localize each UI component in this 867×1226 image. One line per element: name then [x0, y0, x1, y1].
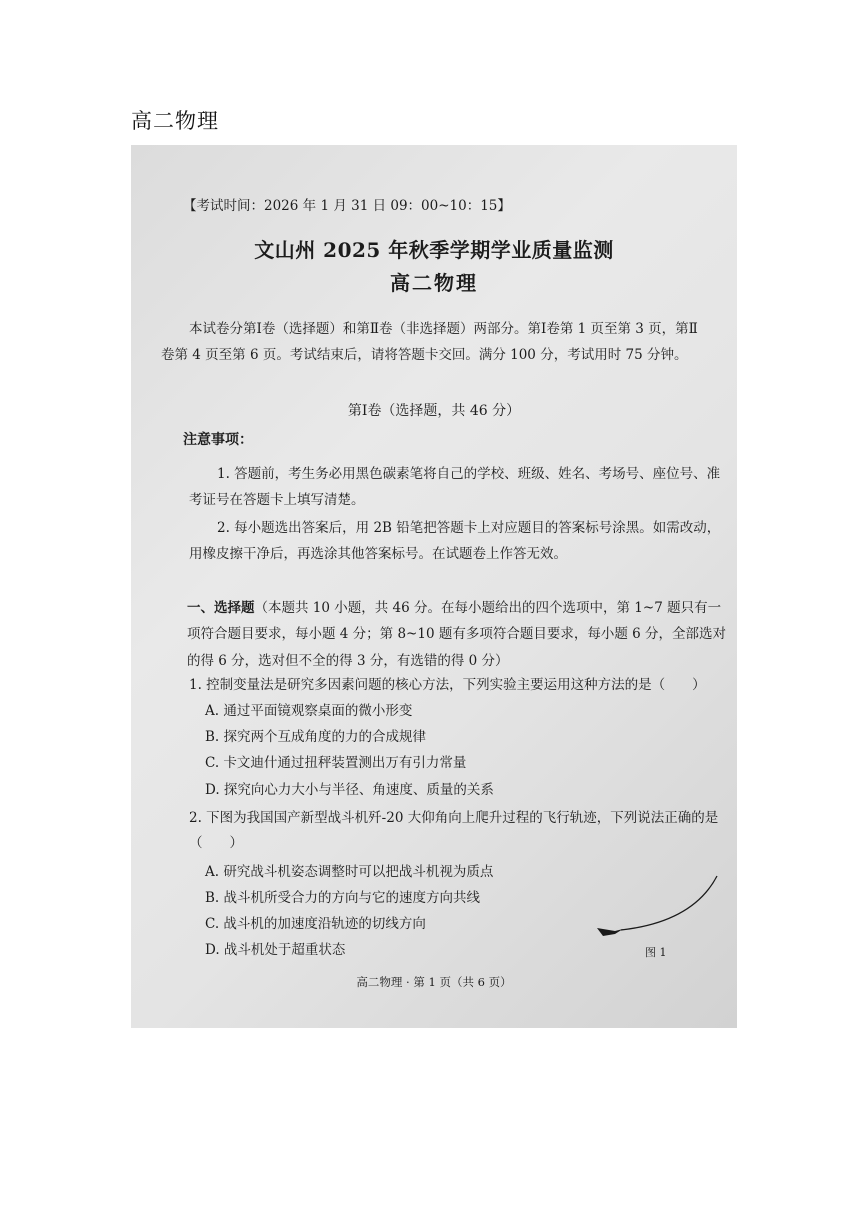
- choice-section-title: 一、选择题: [187, 600, 255, 616]
- bleed-through-text: [561, 207, 565, 222]
- question-1-stem: 1. 控制变量法是研究多因素问题的核心方法，下列实验主要运用这种方法的是（ ）: [189, 677, 706, 693]
- question-2-option-c: C. 战斗机的加速度沿轨迹的切线方向: [205, 916, 426, 932]
- exam-time: 【考试时间：2026 年 1 月 31 日 09：00~10：15】: [183, 198, 511, 214]
- question-1-option-a: A. 通过平面镜观察桌面的微小形变: [205, 703, 413, 719]
- fighter-trajectory-figure: [593, 872, 723, 942]
- choice-section-instructions: [187, 595, 733, 674]
- notice-item-2: 2. 每小题选出答案后，用 2B 铅笔把答题卡上对应题目的答案标号涂黑。如需改动，用橡皮擦干净后，再选涂其他答案标号。在试题卷上作答无效。: [189, 520, 721, 563]
- exam-paper-photo: [131, 145, 737, 1028]
- choice-section-rules: （本题共 10 小题，共 46 分。在每小题给出的四个选项中，第 1~7 题只有一项符合题目要求，每小题 4 分；第 8~10 题有多项符合题目要求，每小题 6 分，全部选对的得 6 分，选对但不全的得 3 分，有选错的得 0 分）: [187, 600, 727, 669]
- notice-item-1: 1. 答题前，考生务必用黑色碳素笔将自己的学校、班级、姓名、考场号、座位号、准考证号在答题卡上填写清楚。: [189, 466, 721, 509]
- question-2-answer-blank: （ ）: [189, 835, 243, 851]
- page-footer: 高二物理 · 第 1 页（共 6 页）: [356, 975, 512, 989]
- question-1-option-c: C. 卡文迪什通过扭秤装置测出万有引力常量: [205, 755, 467, 771]
- notice-heading: 注意事项：: [183, 432, 253, 448]
- question-1-option-d: D. 探究向心力大小与半径、角速度、质量的关系: [205, 782, 494, 798]
- exam-intro: 本试卷分第Ⅰ卷（选择题）和第Ⅱ卷（非选择题）两部分。第Ⅰ卷第 1 页至第 3 页，第Ⅱ卷第 4 页至第 6 页。考试结束后，请将答题卡交回。满分 100 分，考试用时 75 分钟。: [161, 321, 698, 363]
- exam-subject: 高二物理: [390, 271, 478, 295]
- question-2-stem: 2. 下图为我国国产新型战斗机歼-20 大仰角向上爬升过程的飞行轨迹，下列说法正确的是: [189, 810, 719, 826]
- section-heading: 第Ⅰ卷（选择题，共 46 分）: [347, 403, 521, 419]
- question-2-option-a: A. 研究战斗机姿态调整时可以把战斗机视为质点: [205, 864, 494, 880]
- exam-title: 文山州 2025 年秋季学期学业质量监测: [254, 238, 614, 262]
- question-2-option-b: B. 战斗机所受合力的方向与它的速度方向共线: [205, 890, 481, 906]
- figure-label: 图 1: [645, 946, 667, 959]
- flight-path-curve: [621, 876, 717, 930]
- question-2-option-d: D. 战斗机处于超重状态: [205, 942, 346, 958]
- document-header: 高二物理: [131, 109, 219, 133]
- question-1-option-b: B. 探究两个互成角度的力的合成规律: [205, 729, 427, 745]
- fighter-jet-icon: [597, 928, 623, 936]
